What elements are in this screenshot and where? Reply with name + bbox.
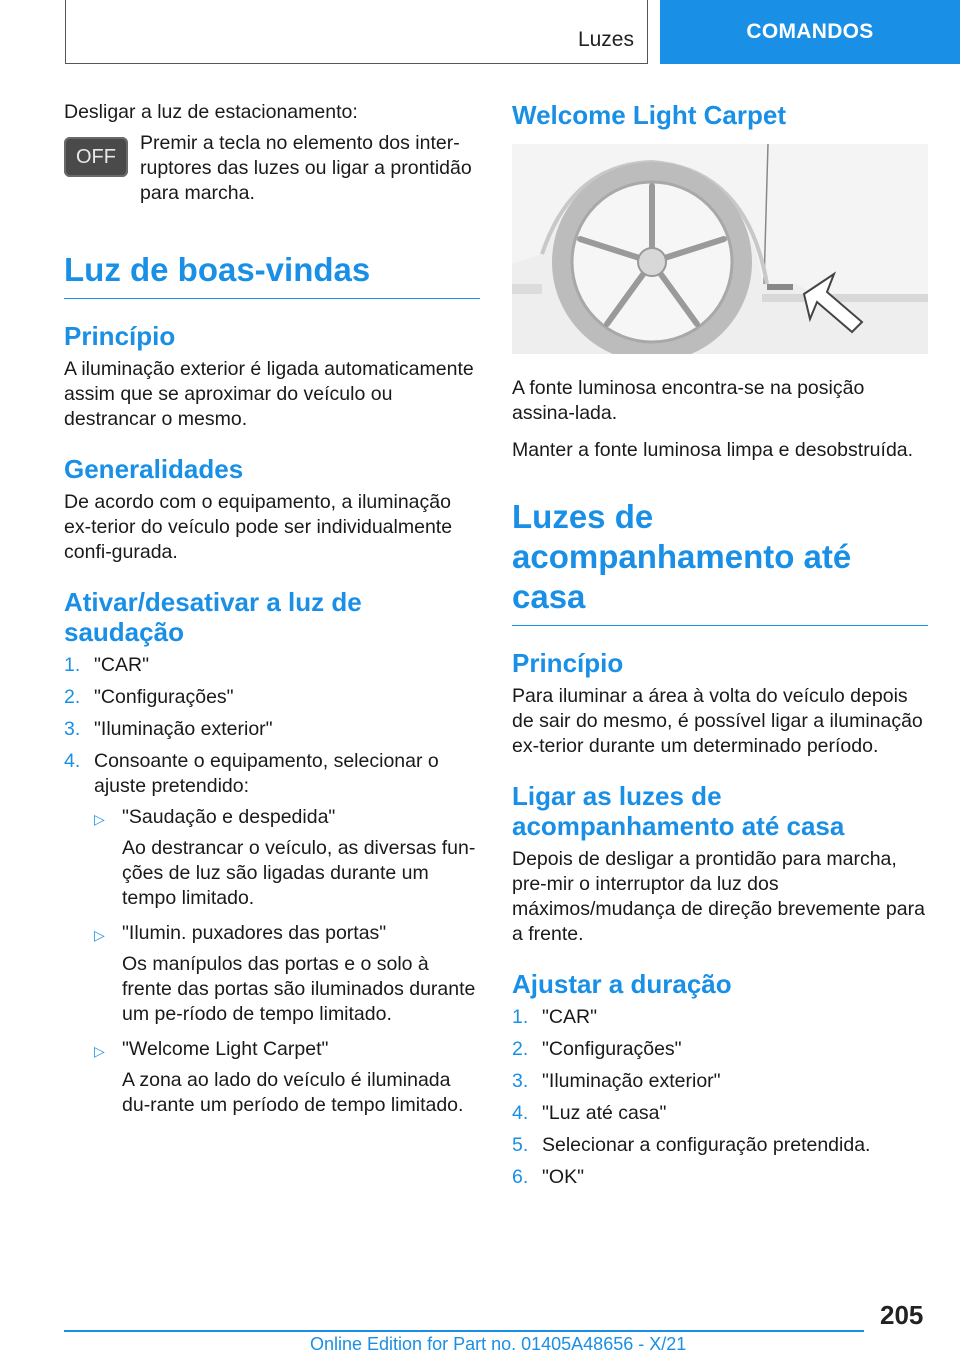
parking-text: Premir a tecla no elemento dos inter-ruptores das luzes ou ligar a prontidão para marcha.: [140, 132, 472, 204]
step-number: 1.: [64, 654, 81, 676]
option-label: "Saudação e despedida": [122, 806, 336, 828]
step-text: Consoante o equipamento, selecionar o ajuste pretendido:: [94, 750, 439, 797]
switch-text: Depois de desligar a prontidão para marcha, pre-mir o interruptor da luz dos máximos/mudança de direção brevemente para a frente.: [512, 848, 925, 945]
right-column: [512, 100, 928, 1200]
left-column: [64, 100, 480, 1138]
step-number: 3.: [512, 1070, 529, 1092]
home-principle-title: Princípio: [512, 648, 624, 678]
triangle-bullet-icon: ▷: [94, 811, 105, 827]
step-text: Selecionar a configuração pretendida.: [542, 1134, 871, 1156]
step-item: [512, 1037, 928, 1062]
carpet-title: Welcome Light Carpet: [512, 100, 787, 130]
option-label: "Welcome Light Carpet": [122, 1038, 329, 1060]
footer-divider: [64, 1330, 864, 1332]
step-number: 2.: [512, 1038, 529, 1060]
step-number: 1.: [512, 1006, 529, 1028]
principle-title: Princípio: [64, 321, 176, 351]
header-frame: [65, 0, 648, 64]
step-number: 5.: [512, 1134, 529, 1156]
page-number: 205: [880, 1300, 924, 1330]
step-item: [512, 1005, 928, 1030]
step-item: [64, 749, 480, 1128]
step-number: 6.: [512, 1166, 529, 1188]
off-button-icon: OFF: [64, 137, 128, 177]
step-text: "CAR": [94, 654, 150, 676]
triangle-bullet-icon: ▷: [94, 927, 105, 943]
step-item: [512, 1165, 928, 1190]
step-number: 4.: [512, 1102, 529, 1124]
step-item: [512, 1101, 928, 1126]
general-text: De acordo com o equipamento, a iluminação ex-terior do veículo pode ser individualmente confi-gurada.: [64, 491, 453, 563]
option-label: "Ilumin. puxadores das portas": [122, 922, 387, 944]
duration-title: Ajustar a duração: [512, 969, 732, 999]
header-chapter-tab[interactable]: COMANDOS: [660, 0, 960, 64]
edition-link[interactable]: Online Edition for Part no. 01405A48656 - X/21: [310, 1334, 687, 1354]
general-title: Generalidades: [64, 454, 244, 484]
triangle-bullet-icon: ▷: [94, 1043, 105, 1059]
option-desc: Ao destrancar o veículo, as diversas fun-ções de luz são ligadas durante um tempo limitado.: [122, 837, 476, 909]
step-item: [64, 653, 480, 678]
carpet-text-1: A fonte luminosa encontra-se na posição assina-lada.: [512, 377, 865, 424]
step-text: "Configurações": [542, 1038, 682, 1060]
step-item: [512, 1133, 928, 1158]
parking-instruction: [64, 131, 480, 206]
duration-steps: [512, 1005, 928, 1190]
activate-title: Ativar/desativar a luz de saudação: [64, 587, 362, 647]
welcome-title: Luz de boas-vindas: [64, 250, 480, 299]
header-section-title: Luzes: [577, 28, 634, 51]
principle-text: A iluminação exterior é ligada automaticamente assim que se aproximar do veículo ou destrancar o mesmo.: [64, 358, 474, 430]
home-principle-text: Para iluminar a área à volta do veículo depois de sair do mesmo, é possível ligar a iluminação ex-terior durante um determinado período.: [512, 685, 923, 757]
activate-steps: [64, 653, 480, 1128]
carpet-text-2: Manter a fonte luminosa limpa e desobstruída.: [512, 439, 914, 461]
step-number: 4.: [64, 750, 81, 772]
step-number: 3.: [64, 718, 81, 740]
step-item: [64, 717, 480, 742]
step-text: "Iluminação exterior": [542, 1070, 721, 1092]
step-item: [512, 1069, 928, 1094]
home-title: Luzes de acompanhamento até casa: [512, 497, 928, 626]
option-item: [94, 1037, 480, 1118]
option-desc: Os manípulos das portas e o solo à frente das portas são iluminados durante um pe-ríodo de tempo limitado.: [122, 953, 476, 1025]
option-desc: A zona ao lado do veículo é iluminada du-rante um período de tempo limitado.: [122, 1069, 464, 1116]
switch-title: Ligar as luzes de acompanhamento até casa: [512, 781, 845, 841]
car-wheel-drawing: [512, 144, 928, 354]
car-wheel-illustration: [512, 144, 928, 354]
option-item: [94, 805, 480, 911]
step-text: "Luz até casa": [542, 1102, 667, 1124]
option-list: [94, 805, 480, 1118]
parking-intro: Desligar a luz de estacionamento:: [64, 101, 358, 123]
step-text: "Iluminação exterior": [94, 718, 273, 740]
step-number: 2.: [64, 686, 81, 708]
step-text: "OK": [542, 1166, 585, 1188]
step-text: "CAR": [542, 1006, 598, 1028]
option-item: [94, 921, 480, 1027]
step-text: "Configurações": [94, 686, 234, 708]
step-item: [64, 685, 480, 710]
